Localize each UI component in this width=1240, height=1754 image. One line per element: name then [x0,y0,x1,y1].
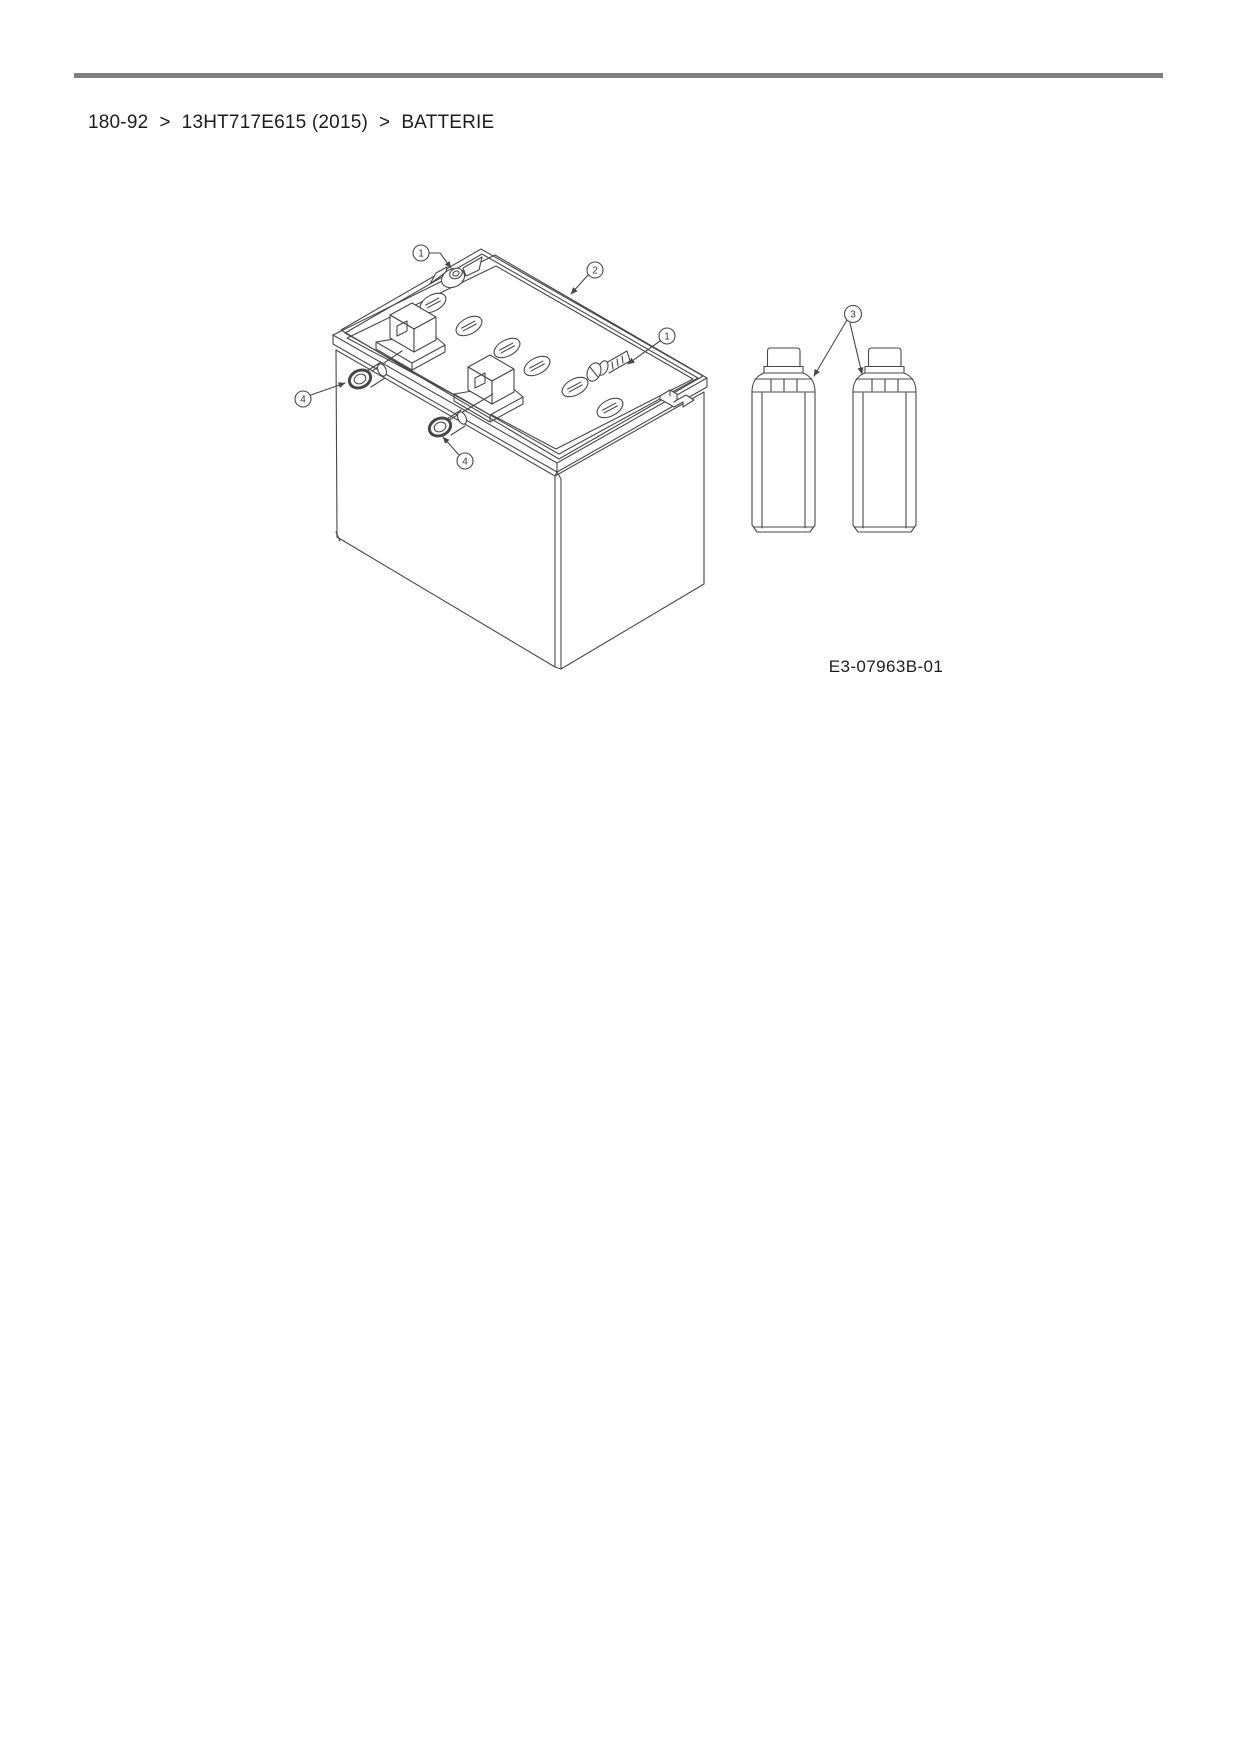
figure-code-label: E3-07963B-01 [828,657,944,676]
breadcrumb [88,112,494,134]
battery-exploded-diagram [250,180,970,690]
svg-text:1: 1 [664,331,670,343]
breadcrumb-item-model-series[interactable]: 180-92 [88,112,149,133]
breadcrumb-item-section: BATTERIE [401,112,495,133]
breadcrumb-separator: > [159,112,171,133]
bottle-right [853,348,916,532]
svg-text:2: 2 [592,265,598,277]
breadcrumb-item-model-number[interactable]: 13HT717E615 (2015) [181,112,369,133]
svg-text:3: 3 [850,309,856,321]
svg-text:4: 4 [462,456,468,468]
battery-box [333,255,707,669]
bottle-left [752,348,815,532]
callout-1-wing-nut [413,245,451,268]
svg-text:4: 4 [300,394,306,406]
callout-3-bottles [814,306,862,377]
svg-text:1: 1 [418,248,424,260]
breadcrumb-separator: > [379,112,391,133]
parts-diagram-area [250,180,970,690]
top-rule [74,73,1163,78]
callout-2-frame [571,262,603,294]
